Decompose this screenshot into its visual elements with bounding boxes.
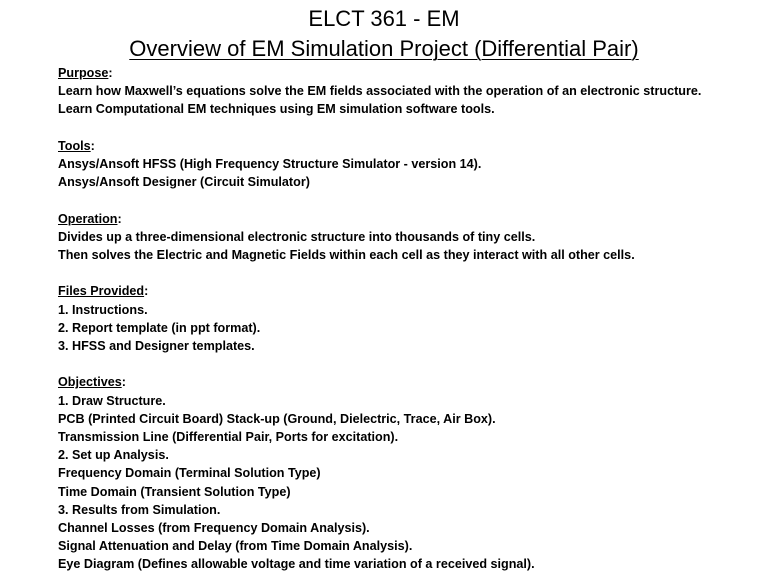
section-line: Time Domain (Transient Solution Type) <box>58 484 291 499</box>
section-line: 2. Set up Analysis. <box>58 448 169 463</box>
section-line: Learn Computational EM techniques using EM simulation software tools. <box>58 102 495 117</box>
section-line: Channel Losses (from Frequency Domain Analysis). <box>58 521 370 536</box>
section-heading: Objectives <box>58 375 122 390</box>
section-line: 1. Instructions. <box>58 302 148 317</box>
section-line: 3. Results from Simulation. <box>58 502 221 517</box>
section-heading: Operation <box>58 211 118 226</box>
section-heading: Tools <box>58 138 91 153</box>
section-line: Ansys/Ansoft Designer (Circuit Simulator) <box>58 175 310 190</box>
section-line: Ansys/Ansoft HFSS (High Frequency Structure Simulator - version 14). <box>58 157 482 171</box>
section-objectives: Objectives: 1. Draw Structure. PCB (Printed Circuit Board) Stack-up (Ground, Dielectric, Trace, Air Box). Transmission Line (Differential Pair, Ports for excitation). 2. Set up Analysis. Frequency Domain (Terminal Solution Type) Time Domain (Transient Solution Type) 3. Results from Simulation. Channel Losses (from Frequency Domain Analysis). Signal Attenuation and Delay (from Time Domain Analysis). Eye Diagram (Defines allowable voltage and time variation of a received signal). <box>58 373 758 573</box>
section-line: 2. Report template (in ppt format). <box>58 320 261 335</box>
title-block <box>0 4 768 64</box>
section-heading: Files Provided <box>58 284 145 299</box>
section-line: 1. Draw Structure. <box>58 393 166 408</box>
section-line: Signal Attenuation and Delay (from Time Domain Analysis). <box>58 539 413 554</box>
section-line: Then solves the Electric and Magnetic Fields within each cell as they interact with all other cells. <box>58 248 635 262</box>
section-line: Transmission Line (Differential Pair, Ports for excitation). <box>58 430 399 444</box>
section-tools: Tools: Ansys/Ansoft HFSS (High Frequency Structure Simulator - version 14). Ansys/Ansoft Designer (Circuit Simulator) <box>58 137 758 192</box>
section-operation: Operation: Divides up a three-dimensional electronic structure into thousands of tiny cells. Then solves the Electric and Magnetic Fields within each cell as they interact with all other cells. <box>58 210 758 265</box>
section-line: Learn how Maxwell’s equations solve the EM fields associated with the operation of an electronic structure. <box>58 84 702 99</box>
section-heading: Purpose <box>58 66 109 80</box>
section-line: Divides up a three-dimensional electronic structure into thousands of tiny cells. <box>58 229 536 244</box>
course-title: ELCT 361 - EM <box>308 6 460 31</box>
section-purpose: Purpose: Learn how Maxwell’s equations solve the EM fields associated with the operation of an electronic structure. Learn Computational EM techniques using EM simulation software tools. <box>58 64 758 119</box>
section-line: Eye Diagram (Defines allowable voltage and time variation of a received signal). <box>58 557 535 572</box>
section-line: 3. HFSS and Designer templates. <box>58 339 255 353</box>
slide-body <box>58 64 758 574</box>
section-line: PCB (Printed Circuit Board) Stack-up (Ground, Dielectric, Trace, Air Box). <box>58 411 496 426</box>
slide-title: Overview of EM Simulation Project (Differential Pair) <box>129 36 639 61</box>
section-files-provided: Files Provided: 1. Instructions. 2. Report template (in ppt format). 3. HFSS and Designer templates. <box>58 282 758 355</box>
section-line: Frequency Domain (Terminal Solution Type) <box>58 466 321 481</box>
